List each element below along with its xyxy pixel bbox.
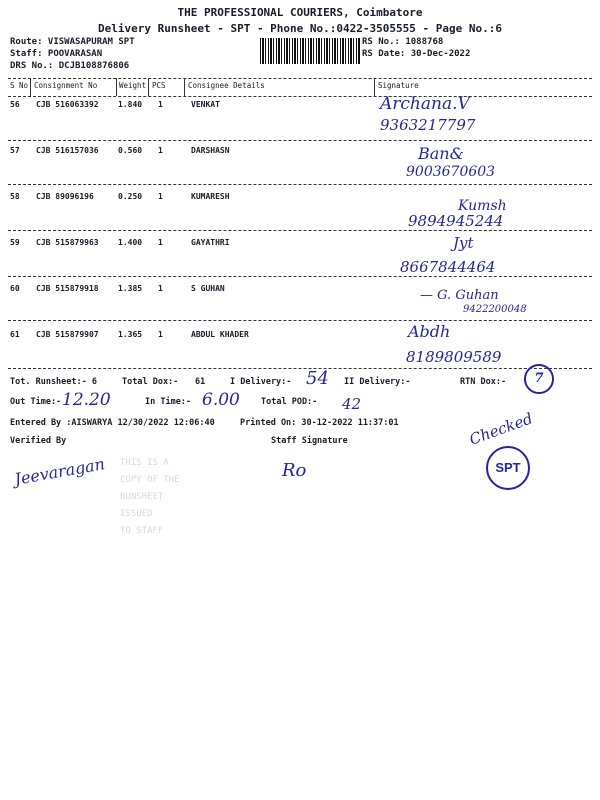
tot-runsheet: Tot. Runsheet:- 6	[10, 377, 97, 387]
staff-signature: Ro	[282, 460, 307, 481]
col-pcs: PCS	[152, 81, 166, 90]
row-consignment: CJB 515879918	[36, 284, 99, 293]
in-time-value: 6.00	[202, 390, 240, 410]
row-consignment: CJB 516157036	[36, 146, 99, 155]
out-time-label: Out Time:-	[10, 397, 62, 407]
ghost-line: RUNSHEET	[120, 492, 164, 502]
i-delivery-value: 54	[306, 368, 329, 389]
row-sno: 60	[10, 284, 20, 293]
col-sno: S No	[10, 81, 29, 90]
row-phone: 9422200048	[463, 304, 527, 315]
out-time-value: 12.20	[62, 390, 111, 410]
row-pcs: 1	[158, 238, 163, 247]
printed-on: Printed On: 30-12-2022 11:37:01	[240, 418, 399, 428]
verified-signature: Jeevaragan	[13, 454, 107, 489]
row-consignment: CJB 515879963	[36, 238, 99, 247]
col-signature: Signature	[378, 81, 419, 90]
row-sno: 59	[10, 238, 20, 247]
row-phone: 8667844464	[400, 258, 496, 276]
col-consignee: Consignee Details	[188, 81, 265, 90]
row-signature: Jyt	[453, 234, 474, 252]
row-pcs: 1	[158, 284, 163, 293]
row-weight: 0.560	[118, 146, 143, 155]
rtn-dox-label: RTN Dox:-	[460, 377, 507, 387]
rs-date-label: RS Date: 30-Dec-2022	[362, 49, 471, 59]
ghost-line: THIS IS A	[120, 458, 169, 468]
barcode	[260, 38, 360, 64]
row-sno: 56	[10, 100, 20, 109]
total-dox-value: 61	[195, 377, 206, 387]
route-label: Route: VISWASAPURAM SPT	[10, 37, 135, 47]
row-consignment: CJB 515879907	[36, 330, 99, 339]
ii-delivery-label: II Delivery:-	[344, 377, 411, 387]
total-dox-label: Total Dox:-	[122, 377, 179, 387]
row-phone: 9003670603	[406, 164, 496, 180]
row-weight: 0.250	[118, 192, 143, 201]
checked-signature: Checked	[466, 409, 536, 449]
rs-no-label: RS No.: 1088768	[362, 37, 444, 47]
total-pod-value: 42	[342, 395, 362, 413]
row-weight: 1.400	[118, 238, 143, 247]
row-weight: 1.840	[118, 100, 143, 109]
spt-stamp: SPT	[486, 446, 530, 490]
row-pcs: 1	[158, 330, 163, 339]
row-pcs: 1	[158, 146, 163, 155]
row-signature: Archana.V	[380, 94, 470, 114]
row-phone: 9363217797	[380, 116, 476, 134]
staff-label: Staff: POOVARASAN	[10, 49, 103, 59]
i-delivery-label: I Delivery:-	[230, 377, 292, 387]
col-consignment: Consignment No	[34, 81, 98, 90]
row-signature: Kumsh	[458, 198, 507, 214]
col-weight: Weight	[119, 81, 147, 90]
row-sno: 61	[10, 330, 20, 339]
drs-label: DRS No.: DCJB108876806	[10, 61, 130, 71]
row-consignee: S GUHAN	[191, 284, 225, 293]
row-pcs: 1	[158, 100, 163, 109]
row-sno: 57	[10, 146, 20, 155]
row-signature: — G. Guhan	[420, 288, 499, 303]
ghost-line: ISSUED	[120, 509, 153, 519]
row-consignee: ABDUL KHADER	[191, 330, 249, 339]
in-time-label: In Time:-	[145, 397, 192, 407]
verified-by-label: Verified By	[10, 436, 67, 446]
row-consignee: VENKAT	[191, 100, 220, 109]
row-phone: 9894945244	[408, 212, 504, 230]
row-consignee: KUMARESH	[191, 192, 230, 201]
row-consignee: GAYATHRI	[191, 238, 230, 247]
row-sno: 58	[10, 192, 20, 201]
row-consignment: CJB 516063392	[36, 100, 99, 109]
ghost-text-block	[120, 455, 180, 540]
row-consignee: DARSHASN	[191, 146, 230, 155]
row-signature: Ban&	[418, 144, 464, 163]
row-consignment: CJB 89096196	[36, 192, 94, 201]
company-title: THE PROFESSIONAL COURIERS, Coimbatore	[177, 6, 423, 19]
runsheet-subtitle: Delivery Runsheet - SPT - Phone No.:0422-3505555 - Page No.:6	[98, 22, 502, 35]
ghost-line: COPY OF THE	[120, 475, 180, 485]
row-pcs: 1	[158, 192, 163, 201]
row-signature: Abdh	[408, 322, 451, 341]
ghost-line: TO STAFF	[120, 526, 164, 536]
row-weight: 1.365	[118, 330, 143, 339]
row-phone: 8189809589	[406, 348, 502, 366]
row-weight: 1.385	[118, 284, 143, 293]
entered-by: Entered By :AISWARYA 12/30/2022 12:06:40	[10, 418, 215, 428]
staff-signature-label: Staff Signature	[271, 436, 348, 446]
total-pod-label: Total POD:-	[261, 397, 318, 407]
rtn-dox-value: 7	[524, 364, 554, 394]
